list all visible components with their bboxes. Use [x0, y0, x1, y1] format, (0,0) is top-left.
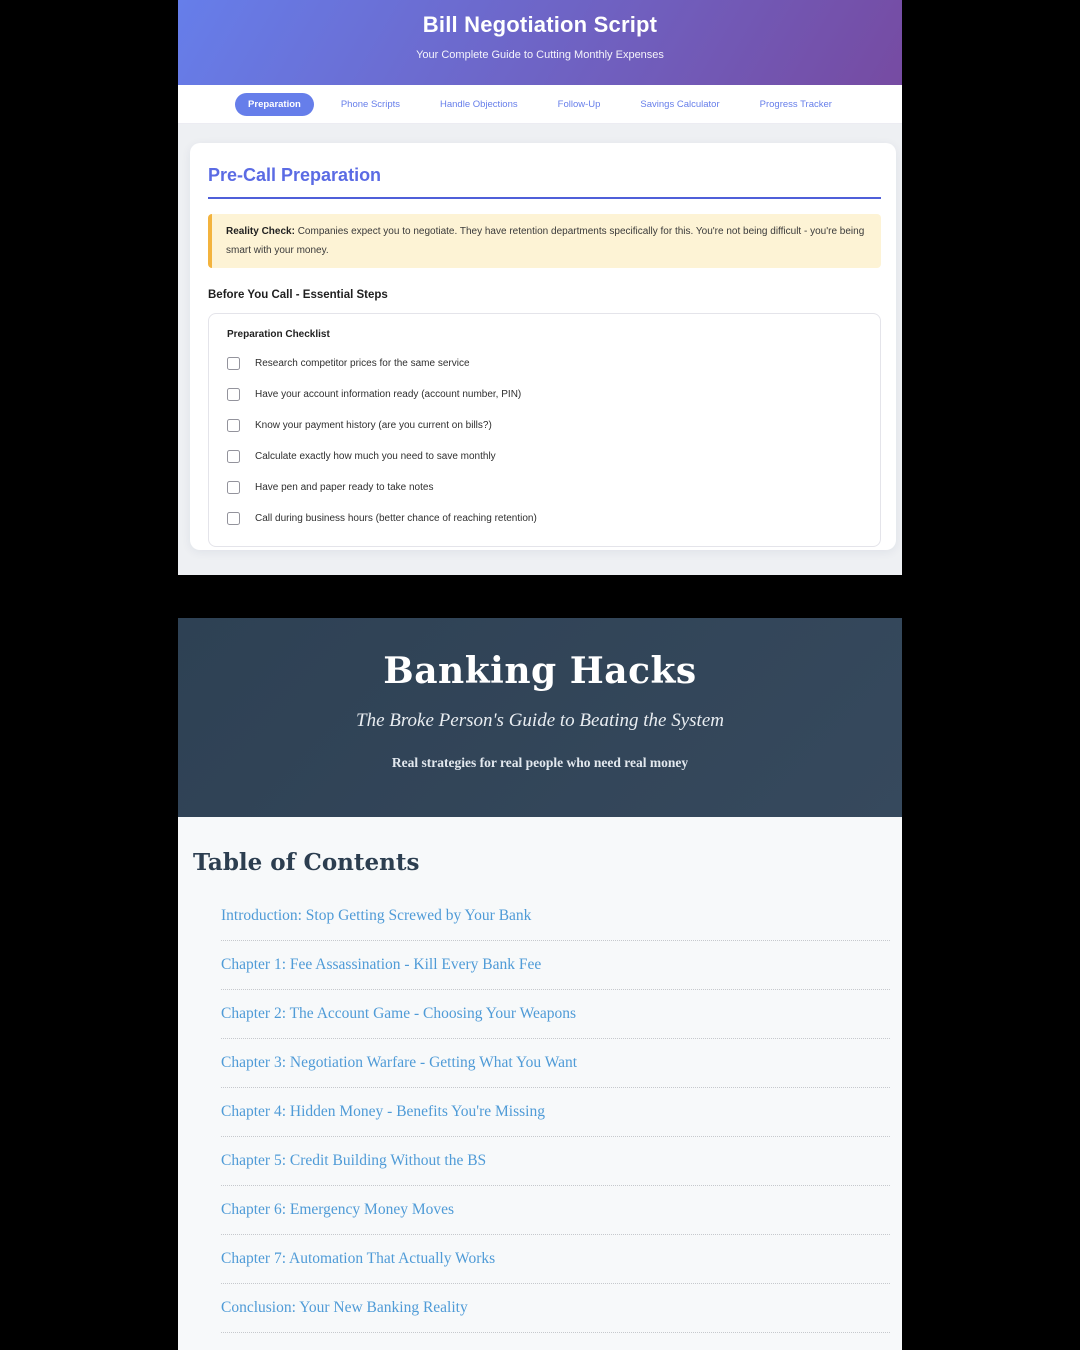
toc-section: [178, 849, 902, 1333]
checklist-row[interactable]: [227, 441, 862, 472]
section-title: Pre-Call Preparation: [208, 165, 881, 199]
toc-link[interactable]: Chapter 3: Negotiation Warfare - Getting What You Want: [221, 1054, 578, 1071]
toc-item: [221, 1137, 890, 1186]
toc-item: [221, 1186, 890, 1235]
nav-tab-label: Phone Scripts: [340, 98, 400, 110]
nav-tab[interactable]: [558, 99, 601, 110]
checkbox-unchecked-icon[interactable]: [227, 450, 240, 463]
checklist-item-label: Have your account information ready (account number, PIN): [255, 389, 522, 400]
book-subtitle: The Broke Person's Guide to Beating the System: [356, 710, 724, 731]
reality-check-callout: [208, 214, 881, 268]
toc-item: [221, 1039, 890, 1088]
banking-hacks-page: [178, 618, 902, 1350]
toc-link[interactable]: Introduction: Stop Getting Screwed by Your Bank: [221, 907, 532, 924]
nav-tab-label: Follow-Up: [557, 98, 601, 110]
toc-item: [221, 1284, 890, 1333]
nav-tab[interactable]: [640, 99, 719, 110]
nav-tab-label: Handle Objections: [440, 98, 518, 110]
tab-bar: [178, 85, 902, 124]
checklist: [227, 348, 862, 534]
nav-tab[interactable]: [341, 99, 400, 110]
checklist-item-label: Call during business hours (better chance of reaching retention): [255, 513, 537, 524]
nav-tab[interactable]: [440, 99, 518, 110]
checklist-title: Preparation Checklist: [227, 329, 330, 340]
toc-item: [221, 1088, 890, 1137]
toc-link[interactable]: Chapter 6: Emergency Money Moves: [221, 1201, 455, 1218]
bill-header: [178, 0, 902, 85]
page-subtitle: Your Complete Guide to Cutting Monthly Expenses: [416, 49, 664, 61]
content-card: [190, 143, 896, 550]
toc-item: [221, 990, 890, 1039]
toc-link[interactable]: Chapter 7: Automation That Actually Works: [221, 1250, 496, 1267]
book-title: Banking Hacks: [383, 650, 697, 692]
page-title: Bill Negotiation Script: [422, 12, 658, 37]
toc-link[interactable]: Conclusion: Your New Banking Reality: [221, 1299, 468, 1316]
checkbox-unchecked-icon[interactable]: [227, 388, 240, 401]
banking-header: [178, 618, 902, 817]
nav-tab-label: Savings Calculator: [640, 98, 720, 110]
checklist-item-label: Calculate exactly how much you need to save monthly: [255, 451, 496, 462]
checklist-row[interactable]: [227, 472, 862, 503]
checklist-row[interactable]: [227, 410, 862, 441]
toc-item: [221, 1235, 890, 1284]
nav-tab[interactable]: [235, 93, 314, 116]
subheading: Before You Call - Essential Steps: [208, 289, 388, 301]
nav-tab-label: Preparation: [248, 98, 301, 110]
toc-link[interactable]: Chapter 4: Hidden Money - Benefits You're Missing: [221, 1103, 545, 1120]
checkbox-unchecked-icon[interactable]: [227, 357, 240, 370]
checklist-row[interactable]: [227, 379, 862, 410]
toc-link[interactable]: Chapter 1: Fee Assassination - Kill Every Bank Fee: [221, 956, 542, 973]
checklist-row[interactable]: [227, 348, 862, 379]
toc-link[interactable]: Chapter 2: The Account Game - Choosing Your Weapons: [221, 1005, 577, 1022]
nav-tab-label: Progress Tracker: [759, 98, 832, 110]
checklist-item-label: Research competitor prices for the same service: [255, 358, 470, 369]
toc-title: Table of Contents: [193, 849, 420, 876]
book-tagline: Real strategies for real people who need real money: [391, 755, 689, 770]
callout-text: Companies expect you to negotiate. They have retention departments specifically for this. You're not being difficult - you're being smart with your money.: [226, 226, 865, 256]
checklist-item-label: Know your payment history (are you current on bills?): [255, 420, 492, 431]
toc-item: [221, 892, 890, 941]
bill-negotiation-page: [178, 0, 902, 575]
checkbox-unchecked-icon[interactable]: [227, 419, 240, 432]
preparation-checklist-card: [208, 313, 881, 547]
checklist-row[interactable]: [227, 503, 862, 534]
checkbox-unchecked-icon[interactable]: [227, 512, 240, 525]
toc-link[interactable]: Chapter 5: Credit Building Without the BS: [221, 1152, 487, 1169]
toc-list: [221, 892, 890, 1333]
checklist-item-label: Have pen and paper ready to take notes: [255, 482, 434, 493]
callout-label: Reality Check:: [226, 226, 295, 237]
checkbox-unchecked-icon[interactable]: [227, 481, 240, 494]
nav-tab[interactable]: [760, 99, 832, 110]
toc-item: [221, 941, 890, 990]
